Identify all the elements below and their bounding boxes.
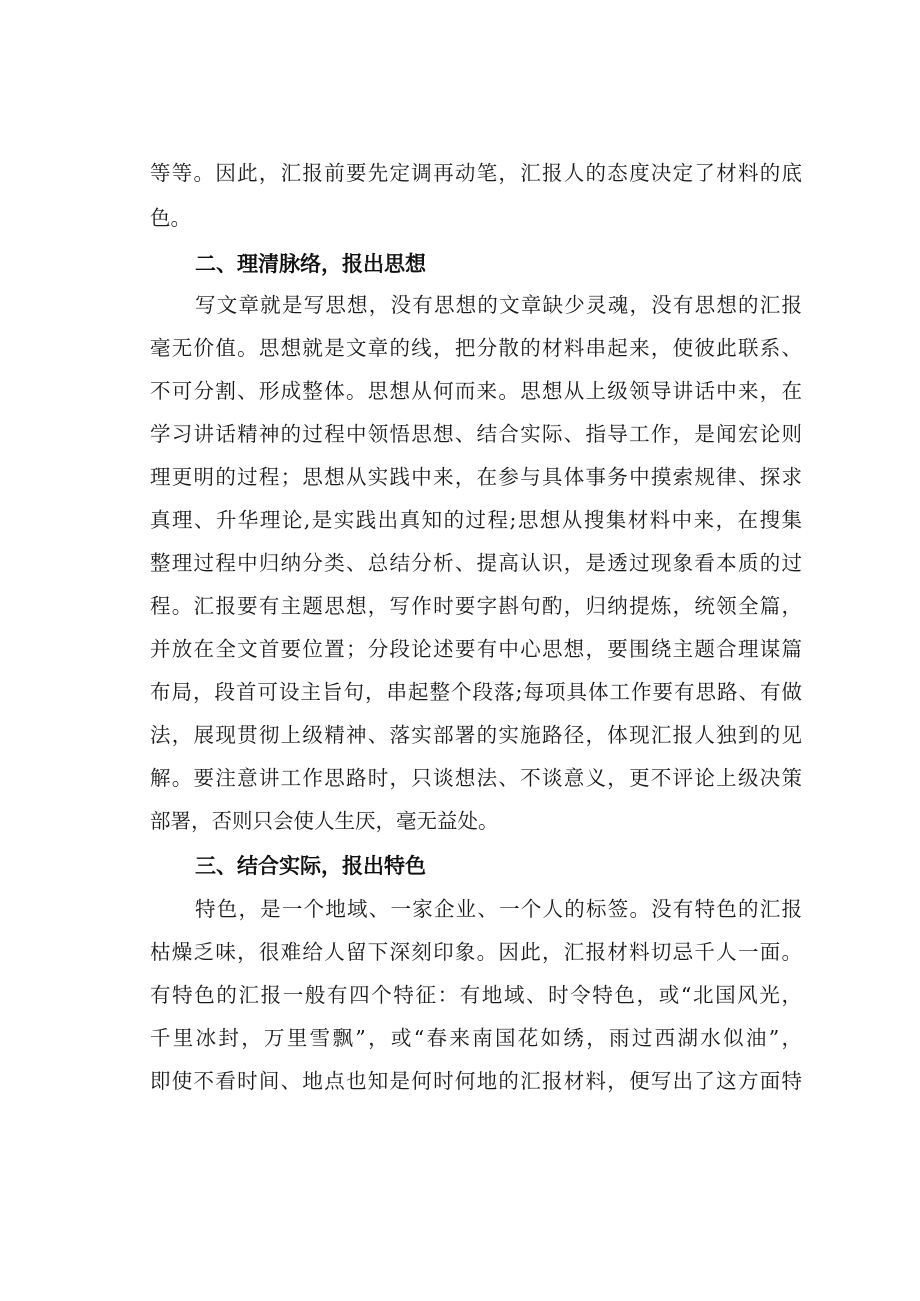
- paragraph-line: 法，展现贯彻上级精神、落实部署的实施路径，体现汇报人独到的见: [150, 723, 802, 747]
- paragraph-line: 特色，是一个地域、一家企业、一个人的标签。没有特色的汇报: [195, 897, 802, 921]
- paragraph-line: 色。: [150, 206, 191, 230]
- paragraph-line: 理更明的过程；思想从实践中来，在参与具体事务中摸索规律、探求: [150, 465, 802, 489]
- paragraph-line: 学习讲话精神的过程中领悟思想、结合实际、指导工作，是闻宏论则: [150, 422, 802, 446]
- section-heading: 二、理清脉络，报出思想: [195, 252, 426, 276]
- paragraph-line: 并放在全文首要位置；分段论述要有中心思想，要围绕主题合理谋篇: [150, 637, 802, 661]
- paragraph-line: 千里冰封，万里雪飘”，或“春来南国花如绣，雨过西湖水似油”，: [150, 1026, 802, 1050]
- paragraph-line: 即使不看时间、地点也知是何时何地的汇报材料，便写出了这方面特: [150, 1069, 802, 1093]
- paragraph-line: 枯燥乏味，很难给人留下深刻印象。因此，汇报材料切忌千人一面。: [150, 940, 802, 964]
- section-heading: 三、结合实际，报出特色: [195, 854, 426, 878]
- paragraph-line: 等等。因此，汇报前要先定调再动笔，汇报人的态度决定了材料的底: [150, 161, 802, 185]
- paragraph-line: 部署，否则只会使人生厌，毫无益处。: [150, 809, 499, 833]
- paragraph-line: 写文章就是写思想，没有思想的文章缺少灵魂，没有思想的汇报: [195, 293, 802, 317]
- paragraph-line: 不可分割、形成整体。思想从何而来。思想从上级领导讲话中来，在: [150, 379, 802, 403]
- paragraph-line: 整理过程中归纳分类、总结分析、提高认识，是透过现象看本质的过: [150, 551, 802, 575]
- paragraph-line: 有特色的汇报一般有四个特征：有地域、时令特色，或“北国风光，: [150, 983, 802, 1007]
- paragraph-line: 布局，段首可设主旨句，串起整个段落;每项具体工作要有思路、有做: [150, 680, 802, 704]
- paragraph-line: 真理、升华理论,是实践出真知的过程;思想从搜集材料中来，在搜集: [150, 508, 802, 532]
- paragraph-line: 解。要注意讲工作思路时，只谈想法、不谈意义，更不评论上级决策: [150, 766, 802, 790]
- paragraph-line: 程。汇报要有主题思想，写作时要字斟句酌，归纳提炼，统领全篇，: [150, 594, 802, 618]
- paragraph-line: 毫无价值。思想就是文章的线，把分散的材料串起来，使彼此联系、: [150, 336, 802, 360]
